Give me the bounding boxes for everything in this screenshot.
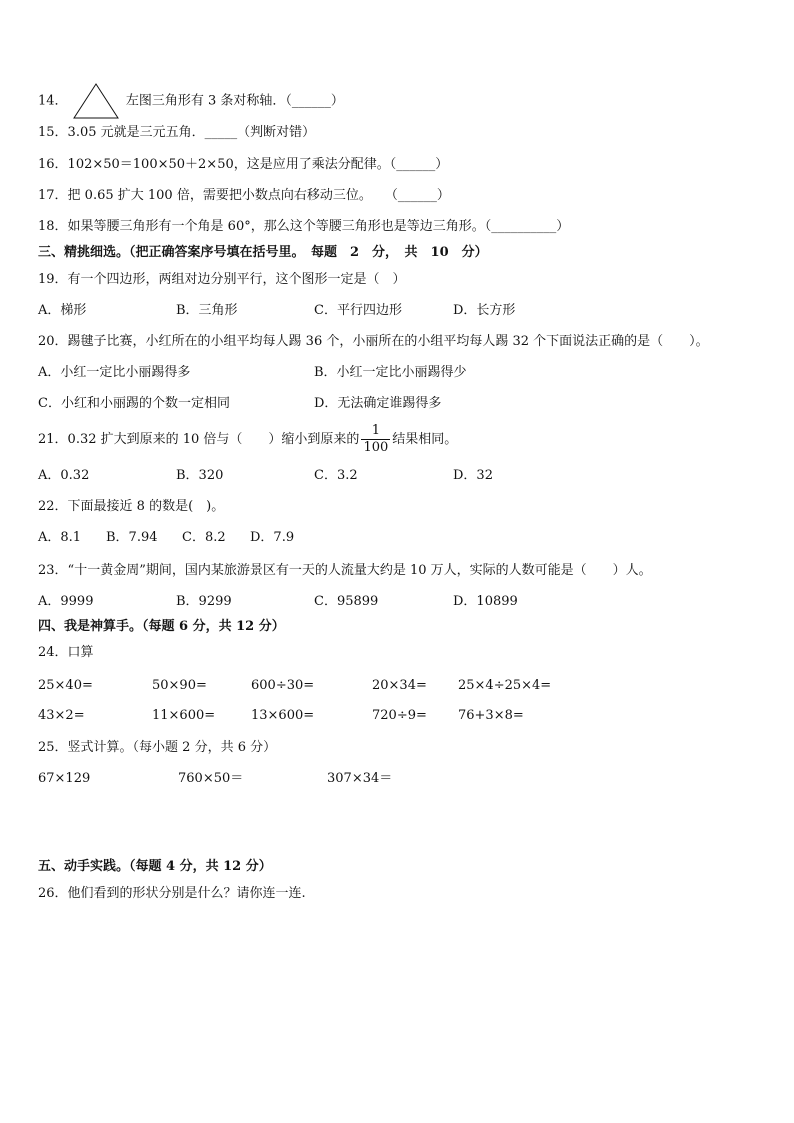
q23-option-c: C．95899: [314, 594, 379, 609]
question-25-title: 25．竖式计算。（每小题 2 分，共 6 分）: [38, 740, 277, 755]
q22-option-c: C．8.2: [182, 530, 226, 545]
question-21-text-after: 结果相同。: [392, 432, 458, 447]
question-24-title: 24．口算: [38, 645, 94, 660]
q24-row1-item-1: 25×40=: [38, 678, 93, 693]
q22-option-d: D．7.9: [250, 530, 295, 545]
q19-option-c: C．平行四边形: [314, 303, 402, 318]
q24-row1-item-5: 25×4÷25×4=: [458, 678, 552, 693]
q24-row2-item-4: 720÷9=: [372, 708, 427, 723]
q21-option-d: D．32: [453, 468, 493, 483]
question-21-text-before: 21．0.32 扩大到原来的 10 倍与（ ）缩小到原来的: [38, 432, 360, 447]
triangle-figure: [72, 82, 120, 120]
question-14-text: 左图三角形有 3 条对称轴．（______）: [125, 93, 344, 109]
fraction-denominator: 100: [363, 440, 389, 455]
q23-option-d: D．10899: [453, 594, 518, 609]
q24-row2-item-1: 43×2=: [38, 708, 85, 723]
question-23: 23．“十一黄金周”期间，国内某旅游景区有一天的人流量大约是 10 万人，实际的人数可能是（ ）人。: [38, 563, 652, 578]
question-17: 17．把 0.65 扩大 100 倍，需要把小数点向右移动三位。 （______）: [38, 188, 450, 203]
question-19: 19．有一个四边形，两组对边分别平行，这个图形一定是（ ）: [38, 272, 406, 287]
q23-option-a: A．9999: [38, 594, 94, 609]
q25-item-3: 307×34＝: [327, 771, 393, 786]
section-3-title: 三、精挑细选。（把正确答案序号填在括号里。 每题 2 分， 共 10 分）: [38, 245, 488, 260]
q20-option-d: D．无法确定谁踢得多: [314, 396, 442, 411]
q20-option-b: B．小红一定比小丽踢得少: [314, 365, 467, 380]
q22-option-b: B．7.94: [106, 530, 158, 545]
section-5-title: 五、动手实践。（每题 4 分，共 12 分）: [38, 859, 272, 874]
q24-row1-item-4: 20×34=: [372, 678, 427, 693]
q24-row1-item-3: 600÷30=: [251, 678, 315, 693]
question-20: 20．踢毽子比赛，小红所在的小组平均每人踢 36 个，小丽所在的小组平均每人踢 32 个下面说法正确的是（ ）。: [38, 334, 709, 349]
q25-item-1: 67×129: [38, 771, 91, 786]
q24-row2-item-5: 76+3×8=: [458, 708, 524, 723]
q19-option-d: D．长方形: [453, 303, 516, 318]
q24-row2-item-3: 13×600=: [251, 708, 315, 723]
question-15: 15．3.05 元就是三元五角．_____（判断对错）: [38, 125, 316, 140]
question-22: 22．下面最接近 8 的数是( )。: [38, 499, 225, 514]
q19-option-b: B．三角形: [176, 303, 238, 318]
q19-option-a: A．梯形: [38, 303, 87, 318]
q22-option-a: A．8.1: [38, 530, 82, 545]
q23-option-b: B．9299: [176, 594, 232, 609]
q21-option-b: B．320: [176, 468, 224, 483]
q21-option-c: C．3.2: [314, 468, 358, 483]
question-26: 26．他们看到的形状分别是什么？请你连一连.: [38, 886, 306, 901]
question-21: [38, 423, 457, 456]
question-18: 18．如果等腰三角形有一个角是 60°，那么这个等腰三角形也是等边三角形。（__________）: [38, 219, 570, 234]
q20-option-c: C．小红和小丽踢的个数一定相同: [38, 396, 230, 411]
section-4-title: 四、我是神算手。（每题 6 分，共 12 分）: [38, 619, 285, 634]
question-16: 16．102×50＝100×50＋2×50，这是应用了乘法分配律。（______）: [38, 157, 449, 172]
fraction-numerator: 1: [361, 423, 390, 440]
q24-row1-item-2: 50×90=: [152, 678, 207, 693]
q25-item-2: 760×50＝: [178, 771, 244, 786]
question-14: [38, 82, 344, 120]
q20-option-a: A．小红一定比小丽踢得多: [38, 365, 191, 380]
q21-option-a: A．0.32: [38, 468, 90, 483]
q24-row2-item-2: 11×600=: [152, 708, 216, 723]
question-14-number: 14．: [38, 93, 68, 109]
fraction-one-hundredth: [361, 423, 390, 456]
